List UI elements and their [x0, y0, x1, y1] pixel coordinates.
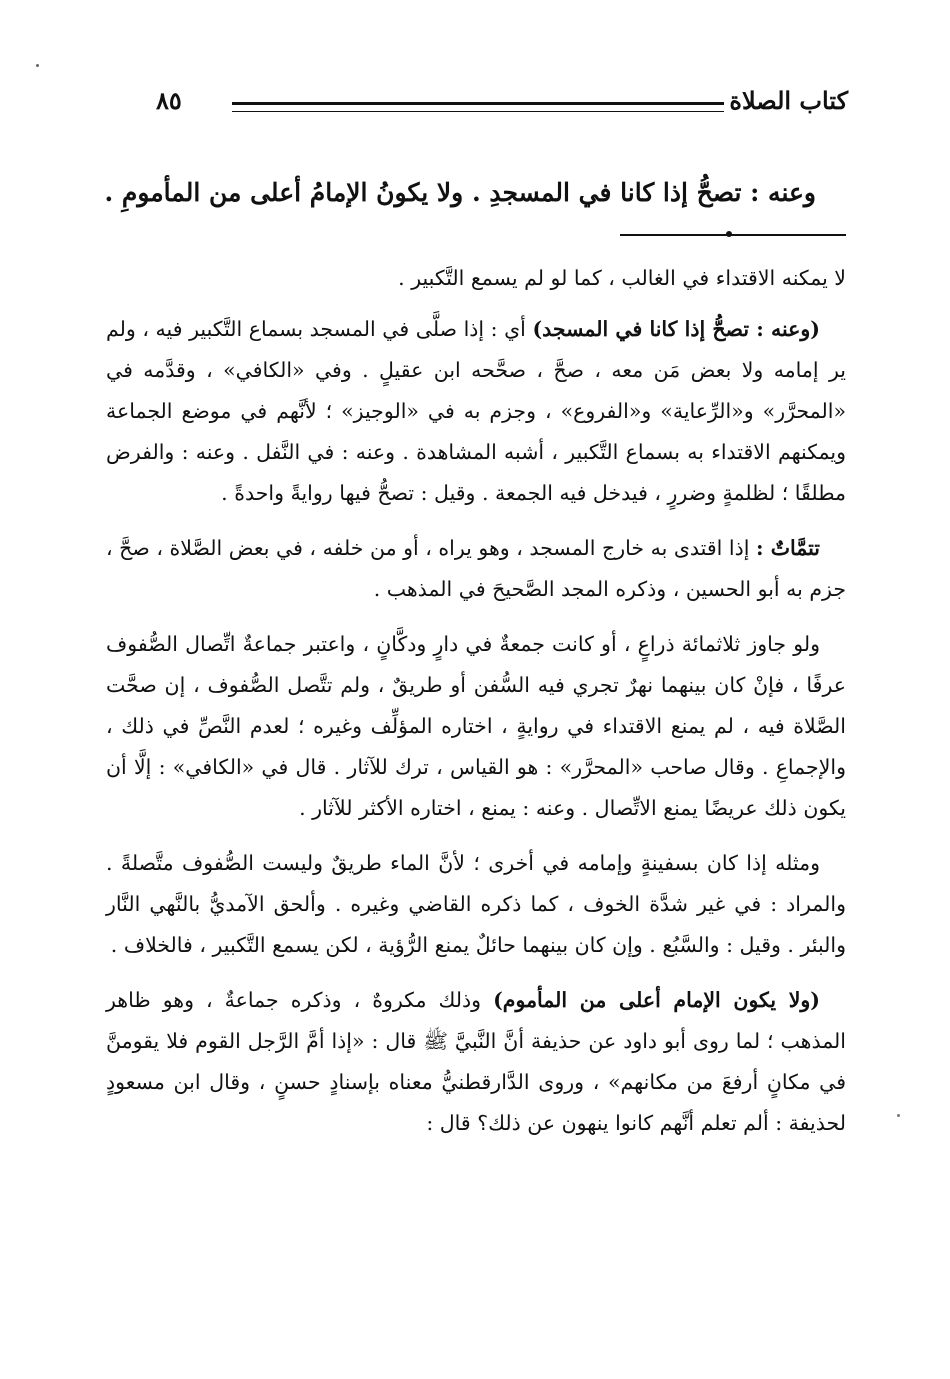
- paragraph-6-text: وذلك مكروهٌ ، وذكره جماعةٌ ، وهو ظاهر المذهب ؛ لما روى أبو داود عن حذيفة أنَّ النَّبيَّ ﷺ قال : «إذا أمَّ الرَّجل القوم فلا يقومنَّ في مكانٍ أرفعَ من مكانهم» ، وروى الدَّارقطنيُّ معناه بإسنادٍ حسنٍ ، وقال ابن مسعودٍ لحذيفة : ألم تعلم أنَّهم كانوا ينهون عن ذلك؟ قال :: [106, 988, 846, 1135]
- paragraph-6-lemma: (ولا يكون الإمام أعلى من المأموم): [493, 988, 820, 1012]
- scan-speck: [36, 64, 39, 67]
- book-page: [100, 0, 852, 1379]
- paragraph-1-text: لا يمكنه الاقتداء في الغالب ، كما لو لم يسمع التَّكبير .: [398, 266, 846, 290]
- paragraph-3-lemma: تتمَّاتٌ :: [755, 536, 820, 560]
- commentary-separator: [620, 234, 846, 236]
- paragraph-3: [106, 528, 846, 610]
- paragraph-5: [106, 843, 846, 966]
- paragraph-2: [106, 309, 846, 514]
- scan-speck: [897, 1114, 900, 1117]
- running-title: كتاب الصلاة: [729, 86, 848, 115]
- paragraph-3-text: إذا اقتدى به خارج المسجد ، وهو يراه ، أو من خلفه ، في بعض الصَّلاة ، صحَّ ، جزم به أبو الحسين ، وذكره المجد الصَّحيحَ في المذهب .: [106, 536, 846, 601]
- paragraph-6: [106, 980, 846, 1144]
- paragraph-4: [106, 624, 846, 829]
- paragraph-4-text: ولو جاوز ثلاثمائة ذراعٍ ، أو كانت جمعةٌ في دارٍ ودكَّانٍ ، واعتبر جماعةٌ اتِّصال الصُّفوف عرفًا ، فإنْ كان بينهما نهرٌ تجري فيه السُّفن أو طريقٌ ، ولم تتَّصل الصُّفوف ، إن صحَّت الصَّلاة فيه ، لم يمنع الاقتداء في روايةٍ ، اختاره المؤلِّف وغيره ؛ لعدم النَّصِّ في ذلك ، والإجماعِ . وقال صاحب «المحرَّر» : هو القياس ، ترك للآثار . قال في «الكافي» : إلَّا أن يكون ذلك عريضًا يمنع الاتِّصال . وعنه : يمنع ، اختاره الأكثر للآثار .: [106, 632, 846, 820]
- header-rule: [232, 102, 724, 112]
- paragraph-2-text: أي : إذا صلَّى في المسجد بسماع التَّكبير فيه ، ولم ير إمامه ولا بعض مَن معه ، صحَّ ، صحَّحه ابن عقيلٍ . وفي «الكافي» ، وقدَّمه في «المحرَّر» و«الرِّعاية» و«الفروع» ، وجزم به في «الوجيز» ؛ لأنَّهم في موضع الجماعة ويمكنهم الاقتداء به بسماع التَّكبير ، أشبه المشاهدة . وعنه : في النَّفل . وعنه : والفرض مطلقًا ؛ لظلمةٍ وضررٍ ، فيدخل فيه الجمعة . وقيل : تصحُّ فيها روايةً واحدةً .: [106, 317, 846, 505]
- matn-text: وعنه : تصحُّ إذا كانا في المسجدِ . ولا يكونُ الإمامُ أعلى من المأمومِ .: [104, 178, 816, 207]
- separator-dot: [726, 231, 732, 237]
- paragraph-5-text: ومثله إذا كان بسفينةٍ وإمامه في أخرى ؛ لأنَّ الماء طريقٌ وليست الصُّفوف متَّصلةً . والمراد : في غير شدَّة الخوف ، كما ذكره القاضي وغيره . وألحق الآمديُّ بالنَّهي النَّار والبئر . وقيل : والسَّبُع . وإن كان بينهما حائلٌ يمنع الرُّؤية ، لكن يسمع التَّكبير ، فالخلاف .: [106, 851, 846, 957]
- paragraph-1: [106, 258, 846, 299]
- commentary-body: [106, 258, 846, 1158]
- page-number: ٨٥: [156, 86, 182, 115]
- paragraph-2-lemma: (وعنه : تصحُّ إذا كانا في المسجد): [532, 317, 820, 341]
- page-header: [100, 86, 852, 116]
